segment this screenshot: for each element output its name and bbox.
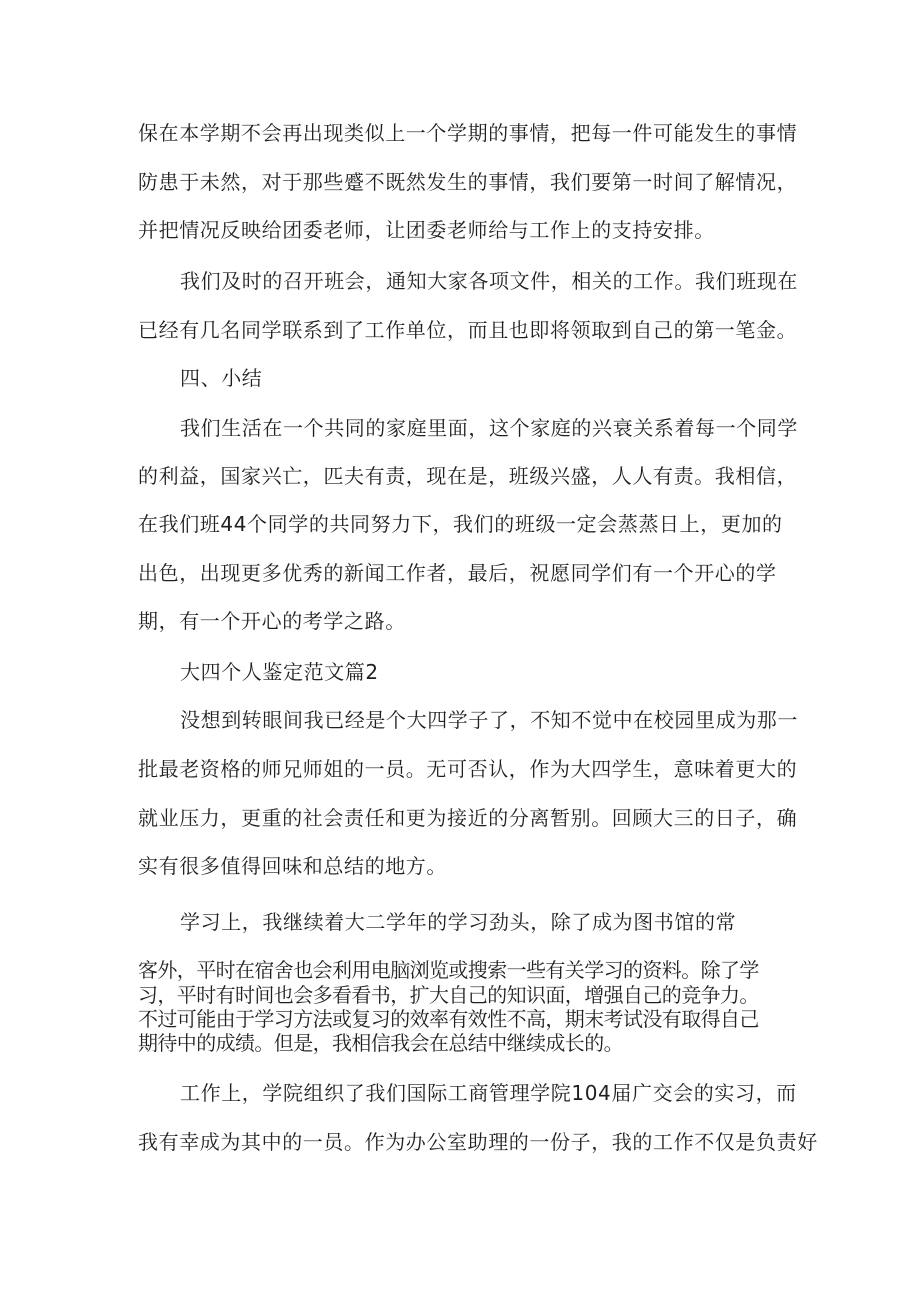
text-line: 习，平时有时间也会多看看书，扩大自己的知识面，增强自己的竞争力。: [138, 983, 759, 1007]
text-line: 批最老资格的师兄师姐的一员。无可否认，作为大四学生，意味着更大的: [138, 757, 798, 781]
article-title: 大四个人鉴定范文篇2: [180, 660, 379, 684]
text-line: 实有很多值得回味和总结的地方。: [138, 854, 447, 878]
text-line: 的利益，国家兴亡，匹夫有责，现在是，班级兴盛，人人有责。我相信，: [138, 464, 798, 488]
text-line: 并把情况反映给团委老师，让团委老师给与工作上的支持安排。: [138, 218, 715, 242]
text-line: 期，有一个开心的考学之路。: [138, 609, 406, 633]
text-line: 不过可能由于学习方法或复习的效率有效性不高，期末考试没有取得自己: [138, 1007, 759, 1031]
paragraph-first-line: 没想到转眼间我已经是个大四学子了，不知不觉中在校园里成为那一: [180, 708, 798, 732]
section-heading: 四、小结: [180, 366, 263, 390]
paragraph-first-line: 我们生活在一个共同的家庭里面，这个家庭的兴衰关系着每一个同学: [180, 416, 798, 440]
paragraph-first-line: 工作上，学院组织了我们国际工商管理学院104届广交会的实习，而: [180, 1081, 797, 1105]
text-line: 客外，平时在宿舍也会利用电脑浏览或搜索一些有关学习的资料。除了学: [138, 958, 759, 982]
text-line: 保在本学期不会再出现类似上一个学期的事情，把每一件可能发生的事情: [138, 121, 798, 145]
text-line: 防患于未然，对于那些蹙不既然发生的事情，我们要第一时间了解情况，: [138, 170, 798, 194]
text-line: 期待中的成绩。但是，我相信我会在总结中继续成长的。: [138, 1031, 623, 1055]
text-line: 出色，出现更多优秀的新闻工作者，最后，祝愿同学们有一个开心的学: [138, 561, 777, 585]
paragraph-first-line: 学习上，我继续着大二学年的学习劲头，除了成为图书馆的常: [180, 910, 737, 934]
paragraph-first-line: 我们及时的召开班会，通知大家各项文件，相关的工作。我们班现在: [180, 269, 798, 293]
text-line: 我有幸成为其中的一员。作为办公室助理的一份子，我的工作不仅是负责好: [138, 1130, 818, 1154]
text-line: 就业压力，更重的社会责任和更为接近的分离暂别。回顾大三的日子，确: [138, 806, 798, 830]
text-line: 已经有几名同学联系到了工作单位，而且也即将领取到自己的第一笔金。: [138, 318, 798, 342]
text-line: 在我们班44个同学的共同努力下，我们的班级一定会蒸蒸日上，更加的: [138, 512, 783, 536]
